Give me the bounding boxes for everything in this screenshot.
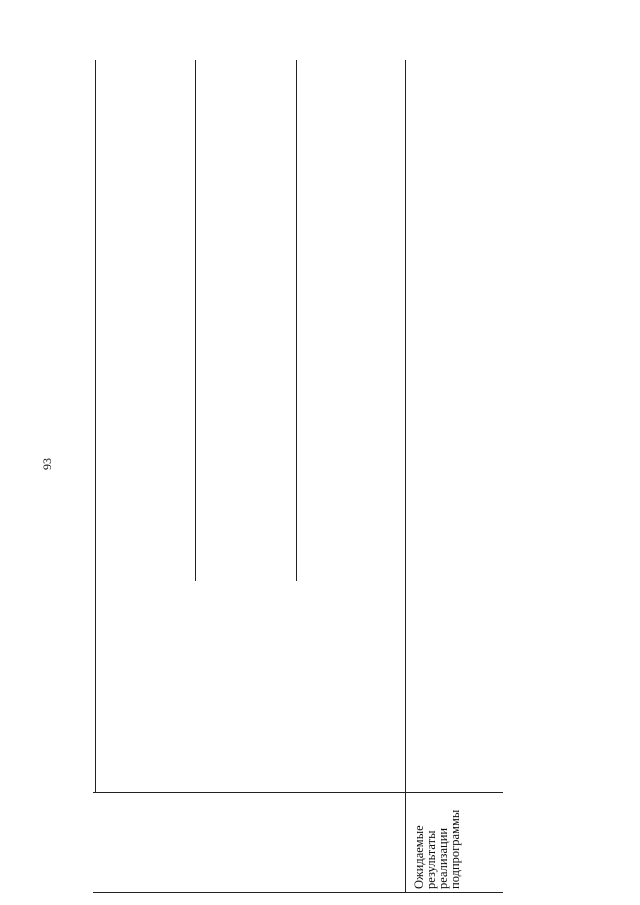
rotated-table xyxy=(93,60,503,893)
section-divider xyxy=(296,60,297,581)
results-header-line: результаты xyxy=(424,830,438,889)
table-row-divider xyxy=(93,792,503,793)
results-header-line: реализации xyxy=(436,827,450,889)
table-column-divider xyxy=(405,60,406,893)
table-border-right xyxy=(93,892,503,893)
results-header-line: Ожидаемые xyxy=(412,825,426,889)
page-number: 93 xyxy=(40,458,54,470)
table-column-divider-left xyxy=(95,60,96,793)
results-header-line: подпрограммы xyxy=(448,809,462,889)
section-divider xyxy=(195,60,196,581)
